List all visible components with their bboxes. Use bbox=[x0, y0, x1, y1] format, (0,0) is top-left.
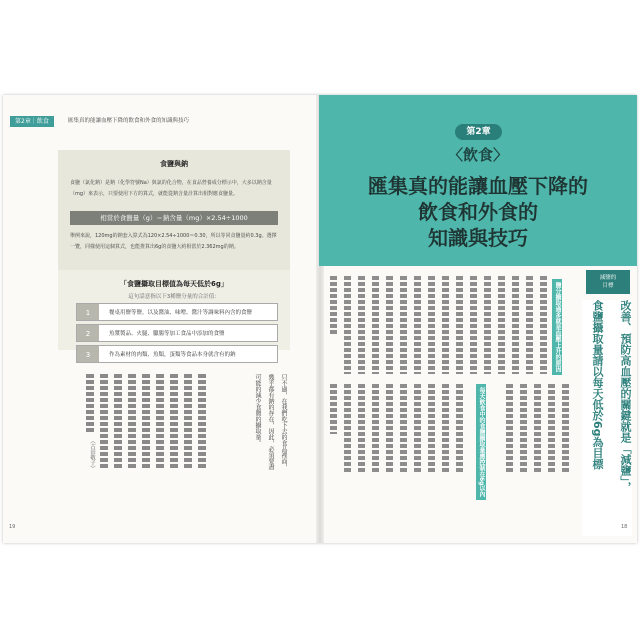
box-paragraph: 食鹽（氯化鈉）是鈉（化學符號Na）與氯的化合物，在食品營養成分標示中，大多以鈉含量（mg）來表示，只要使用下方的算式，就能從鈉含量計算出相對應食鹽量。 bbox=[70, 180, 272, 197]
text-line bbox=[414, 276, 421, 374]
box-note: 舉例來說，120mg的鈉套入算式為120×2.54÷1000＝0.30，所以等同食鹽量約0.3g。選擇一覽，同樣使用這個算式，也能推算出6g的食鹽大約相當於2.362mg的鈉。 bbox=[70, 233, 277, 250]
right-text-block-bottom bbox=[330, 384, 470, 476]
text-line bbox=[414, 384, 421, 474]
text-line bbox=[400, 276, 407, 374]
chapter-title-line: 匯集真的能讓血壓下降的 bbox=[368, 174, 588, 198]
salt-formula: 相當於食鹽量（g）＝鈉含量（mg）×2.54÷1000 bbox=[70, 211, 278, 225]
left-body-paragraph: 只不過，在我們吃下去的食品裡面，幾乎都有鈉的存在，因此，必須要盡可能的減少食鹽的攝取量。 bbox=[254, 374, 287, 470]
goal-item-number: 1 bbox=[77, 304, 99, 320]
page-number-left: 19 bbox=[9, 524, 16, 530]
goal-item bbox=[76, 345, 278, 363]
text-line bbox=[358, 384, 365, 474]
goal-item-text: 餐桌用鹽等鹽，以及醬油、味噌、醬汁等調味料內含的食鹽 bbox=[109, 310, 253, 316]
right-text-block-top bbox=[330, 276, 550, 376]
text-line bbox=[372, 384, 379, 474]
author-signature: （古田敬子） bbox=[89, 438, 95, 471]
text-line bbox=[470, 276, 477, 374]
text-line bbox=[86, 374, 94, 434]
goal-item-number: 3 bbox=[77, 346, 99, 362]
text-line bbox=[386, 276, 393, 374]
chapter-title-line: 飲食和外食的 bbox=[418, 200, 538, 224]
text-line bbox=[456, 384, 463, 474]
chapter-name: 〈飲食〉 bbox=[447, 146, 508, 164]
text-line bbox=[442, 384, 449, 474]
text-line bbox=[142, 374, 150, 470]
text-line bbox=[372, 276, 379, 374]
text-line bbox=[358, 276, 365, 374]
section-headline bbox=[582, 300, 632, 536]
text-line bbox=[100, 374, 108, 470]
right-text-block-mid bbox=[496, 384, 576, 476]
running-title: 匯集真的能讓血壓下降的飲食和外食的知識與技巧 bbox=[68, 118, 190, 124]
chapter-title-line: 知識與技巧 bbox=[428, 226, 528, 250]
text-line bbox=[526, 276, 533, 374]
text-line bbox=[506, 384, 513, 474]
text-line bbox=[520, 384, 527, 474]
section-tag-line: 目標 bbox=[602, 283, 614, 289]
text-line bbox=[330, 276, 337, 336]
text-line bbox=[512, 276, 519, 374]
text-line bbox=[428, 276, 435, 374]
box-heading: 食鹽與鈉 bbox=[160, 160, 188, 168]
subhead-tag: 每天飲食中的食鹽攝取量應控制在6g以內 bbox=[476, 384, 486, 500]
text-line bbox=[344, 276, 351, 374]
text-line bbox=[548, 384, 555, 474]
goal-item-number: 2 bbox=[77, 325, 99, 341]
text-line bbox=[344, 384, 351, 474]
text-line bbox=[114, 374, 122, 470]
page-number-right: 18 bbox=[621, 524, 628, 530]
goal-item-text: 作為素材的肉類、魚類，蛋類等食品本身就含有的鈉 bbox=[109, 352, 236, 358]
sodium-info-box bbox=[58, 150, 290, 270]
text-line bbox=[442, 276, 449, 374]
text-line bbox=[498, 276, 505, 374]
goal-title: 「食鹽攝取目標值為每天低於6g」 bbox=[120, 280, 228, 288]
text-line bbox=[170, 374, 178, 470]
headline-line: 食鹽攝取量請以每天低於6g為目標 bbox=[591, 300, 604, 470]
goal-item bbox=[76, 324, 278, 342]
goal-item-text: 魚漿製品、火腿、臘腸等加工食品中添加的食鹽 bbox=[109, 331, 225, 337]
chapter-title bbox=[319, 173, 637, 251]
text-line bbox=[534, 384, 541, 474]
goal-item bbox=[76, 303, 278, 321]
text-line bbox=[330, 384, 337, 434]
text-line bbox=[540, 276, 547, 374]
text-line bbox=[386, 384, 393, 474]
chapter-badge: 第2章 bbox=[455, 124, 502, 140]
goal-subtitle: 這句話意指以下3種鹽分量的合計值： bbox=[128, 294, 220, 300]
subhead-tag: 鹽分攝取過多就是血壓上升的原因 bbox=[552, 279, 562, 375]
text-line bbox=[184, 374, 192, 470]
text-line bbox=[198, 374, 206, 470]
text-line bbox=[484, 276, 491, 374]
chapter-tag: 第2章｜飲食 bbox=[10, 116, 54, 127]
text-line bbox=[562, 384, 569, 474]
text-line bbox=[400, 384, 407, 474]
text-line bbox=[428, 384, 435, 474]
text-line bbox=[128, 374, 136, 470]
section-tag bbox=[586, 270, 630, 294]
headline-line: 改善、預防高血壓的關鍵就是「減鹽」， bbox=[619, 300, 632, 493]
text-line bbox=[156, 374, 164, 470]
text-line bbox=[456, 276, 463, 374]
goal-list bbox=[76, 303, 278, 366]
section-tag-line: 減鹽的 bbox=[599, 275, 617, 281]
